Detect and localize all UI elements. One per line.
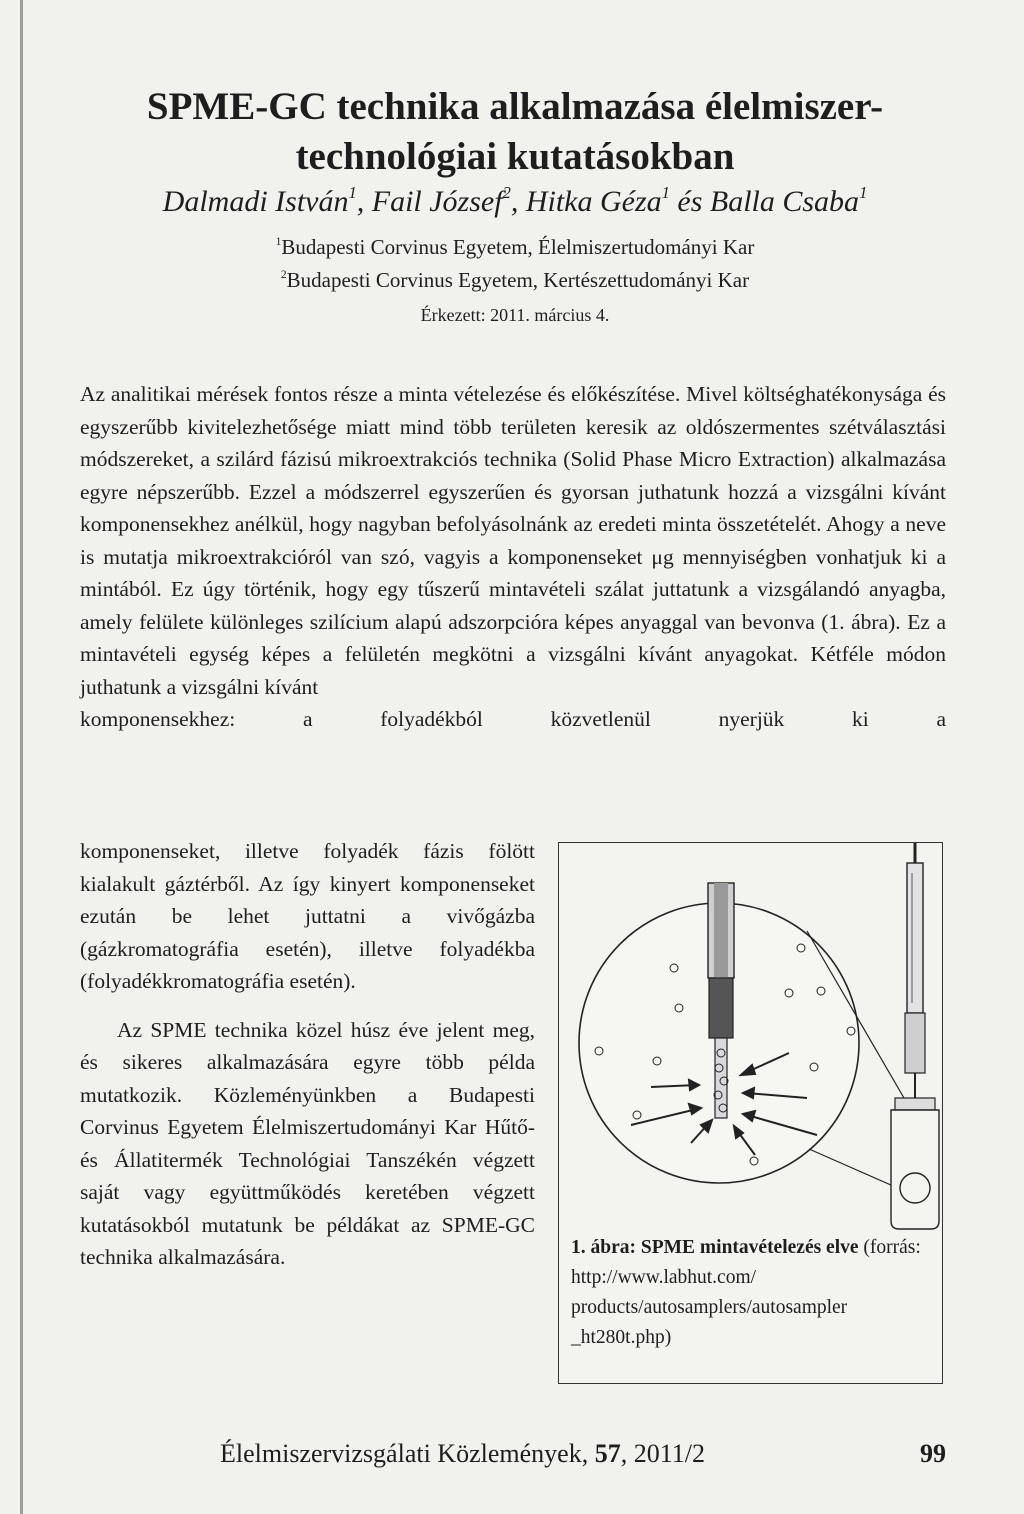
author-affiliation-mark: 2 — [502, 182, 511, 202]
author-affiliation-mark: 1 — [348, 182, 357, 202]
journal-volume: 57 — [594, 1439, 621, 1468]
vial-cap — [895, 1098, 935, 1110]
author-name: Balla Csaba — [709, 185, 860, 218]
author-affiliation-mark: 1 — [859, 182, 868, 202]
author-name: Fail József — [371, 185, 503, 218]
syringe-barrel — [907, 863, 923, 1013]
figure-caption — [571, 1233, 931, 1353]
figure-1 — [558, 842, 943, 1384]
affiliation-mark: 1 — [275, 235, 282, 248]
figure-caption-source: (forrás: http://www.labhut.com/ products/autosamplers/autosampler _ht280t.php) — [571, 1237, 921, 1348]
spme-sampling-illustration — [559, 843, 942, 1233]
affiliation-mark: 2 — [280, 268, 287, 281]
affiliation-1 — [80, 232, 950, 262]
figure-caption-label: 1. ábra: SPME mintavételezés elve — [571, 1237, 859, 1258]
column-paragraph-2: Az SPME technika közel húsz éve jelent meg, és sikeres alkalmazására egyre több példa mutatkozik. Közleményünkben a Budapesti Corvinus Egyetem Élelmiszertudományi Kar Hűtő- és Állatitermék Technológiai Tanszékén végzett saját vagy együttműködés keretében végzett kutatásokból mutatunk be példákat az SPME-GC technika alkalmazására. — [80, 1017, 535, 1269]
author-separator: , — [356, 185, 372, 218]
intro-text: Az analitikai mérések fontos része a minta vételezése és előkészítése. Mivel költséghatékonysága és egyszerűbb kivitelezhetősége miatt mind több területen keresik az oldószermentes szétválasztási módszereket, a szilárd fázisú mikroextrakciós technika (Solid Phase Micro Extraction) alkalmazása egyre népszerűbb. Ezzel a módszerrel egyszerűen és gyorsan juthatunk hozzá a vizsgálni kívánt komponensekhez anélkül, hogy nagyban befolyásolnánk az eredeti minta összetételét. Ahogy a neve is mutatja mikroextrakcióról van szó, vagyis a komponenseket μg mennyiségben vonhatjuk ki a mintából. Ez úgy történik, hogy egy tűszerű mintavételi szálat juttatunk a vizsgálandó anyagba, amely felülete különleges szilícium alapú adszorpcióra képes anyaggal van bevonva (1. ábra). Ez a mintavételi egység képes a felületén megkötni a vizsgálni kívánt anyagokat. Kétféle módon juthatunk a vizsgálni kívánt — [80, 382, 946, 699]
author-affiliation-mark: 1 — [661, 182, 670, 202]
page-number: 99 — [920, 1439, 946, 1468]
sample-vial — [891, 1110, 939, 1229]
author-name: Dalmadi István — [162, 185, 349, 218]
author-separator: és — [669, 185, 710, 218]
intro-last-line: komponensekhez: a folyadékból közvetlenül nyerjük ki a — [80, 707, 946, 731]
needle-tip — [709, 978, 733, 1038]
journal-issue: , 2011/2 — [620, 1439, 705, 1468]
author-separator: , — [510, 185, 526, 218]
page-binding-edge — [20, 0, 23, 1514]
article-title: SPME-GC technika alkalmazása élelmiszer-technológiai kutatásokban — [146, 85, 884, 178]
affiliation-2 — [80, 265, 950, 295]
author-name: Hitka Géza — [525, 185, 662, 218]
intro-paragraph — [80, 378, 946, 736]
journal-name: Élelmiszervizsgálati Közlemények, — [220, 1439, 595, 1468]
syringe-holder — [905, 1013, 925, 1073]
left-column-text — [80, 835, 535, 1274]
affiliation-text: Budapesti Corvinus Egyetem, Kertészettudományi Kar — [286, 268, 750, 292]
affiliation-text: Budapesti Corvinus Egyetem, Élelmiszertudományi Kar — [281, 235, 755, 259]
column-paragraph-1: komponenseket, illetve folyadék fázis fölött kialakult gáztérből. Az így kinyert komponenseket ezután be lehet juttatni a vivőgázba (gázkromatográfia esetén), illetve folyadékba (folyadékkromatográfia esetén). — [80, 839, 535, 993]
received-date: Érkezett: 2011. március 4. — [420, 305, 610, 325]
author-list — [80, 184, 950, 220]
journal-citation — [220, 1434, 705, 1474]
fiber-holder-inner — [714, 883, 728, 978]
page-footer — [80, 1434, 950, 1474]
